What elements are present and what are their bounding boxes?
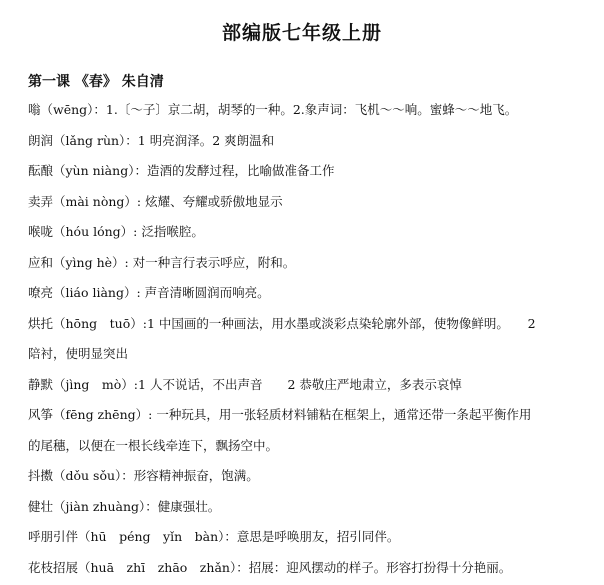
vocab-line-houlong: 喉咙（hóu lóng）: 泛指喉腔。 <box>28 219 588 250</box>
vocab-line-liaoliang: 嘹亮（liáo liàng）: 声音清晰圆润而响亮。 <box>28 280 588 311</box>
vocab-line-dousou: 抖擞（dǒu sǒu）：形容精神振奋，饱满。 <box>28 463 588 494</box>
vocab-line-jianzhuang: 健壮（jiàn zhuàng）：健康强壮。 <box>28 494 588 525</box>
vocab-line-yunniang: 酝酿（yùn niàng）：造酒的发酵过程，比喻做准备工作 <box>28 158 588 189</box>
vocab-line-jingmo: 静默（jìng mò）:1 人不说话，不出声音 2 恭敬庄严地肃立，多表示哀悼 <box>28 372 588 403</box>
vocab-line-fengzheng-continued: 的尾穗，以便在一根长线牵连下，飘扬空中。 <box>28 433 588 464</box>
vocab-line-fengzheng: 风筝（fēng zhēng）: 一种玩具，用一张轻质材料铺粘在框架上，通常还带一条起平衡作用 <box>28 402 588 433</box>
vocab-line-hongtuo: 烘托（hōng tuō）:1 中国画的一种画法，用水墨或淡彩点染轮廓外部，使物像鲜明。 2 <box>28 311 588 342</box>
lesson-heading: 第一课 《春》 朱自清 <box>28 71 164 91</box>
document-title: 部编版七年级上册 <box>0 18 604 45</box>
vocab-line-weng: 嗡（wēng）：1.〔～子〕京二胡，胡琴的一种。2.象声词：飞机～～响。蜜蜂～～地飞。 <box>28 97 588 128</box>
vocabulary-list <box>28 97 588 585</box>
vocab-line-huazhizhaozhan: 花枝招展（huā zhī zhāo zhǎn）：招展：迎风摆动的样子。形容打扮得十分艳丽。 <box>28 555 588 585</box>
vocab-line-hongtuo-continued: 陪衬，使明显突出 <box>28 341 588 372</box>
vocab-line-mainong: 卖弄（mài nòng）: 炫耀、夸耀或骄傲地显示 <box>28 189 588 220</box>
vocab-line-hupengyinban: 呼朋引伴（hū péng yǐn bàn）：意思是呼唤朋友，招引同伴。 <box>28 524 588 555</box>
vocab-line-yinghe: 应和（yìng hè）: 对一种言行表示呼应，附和。 <box>28 250 588 281</box>
vocab-line-langrun: 朗润（lǎng rùn）：1 明亮润泽。2 爽朗温和 <box>28 128 588 159</box>
